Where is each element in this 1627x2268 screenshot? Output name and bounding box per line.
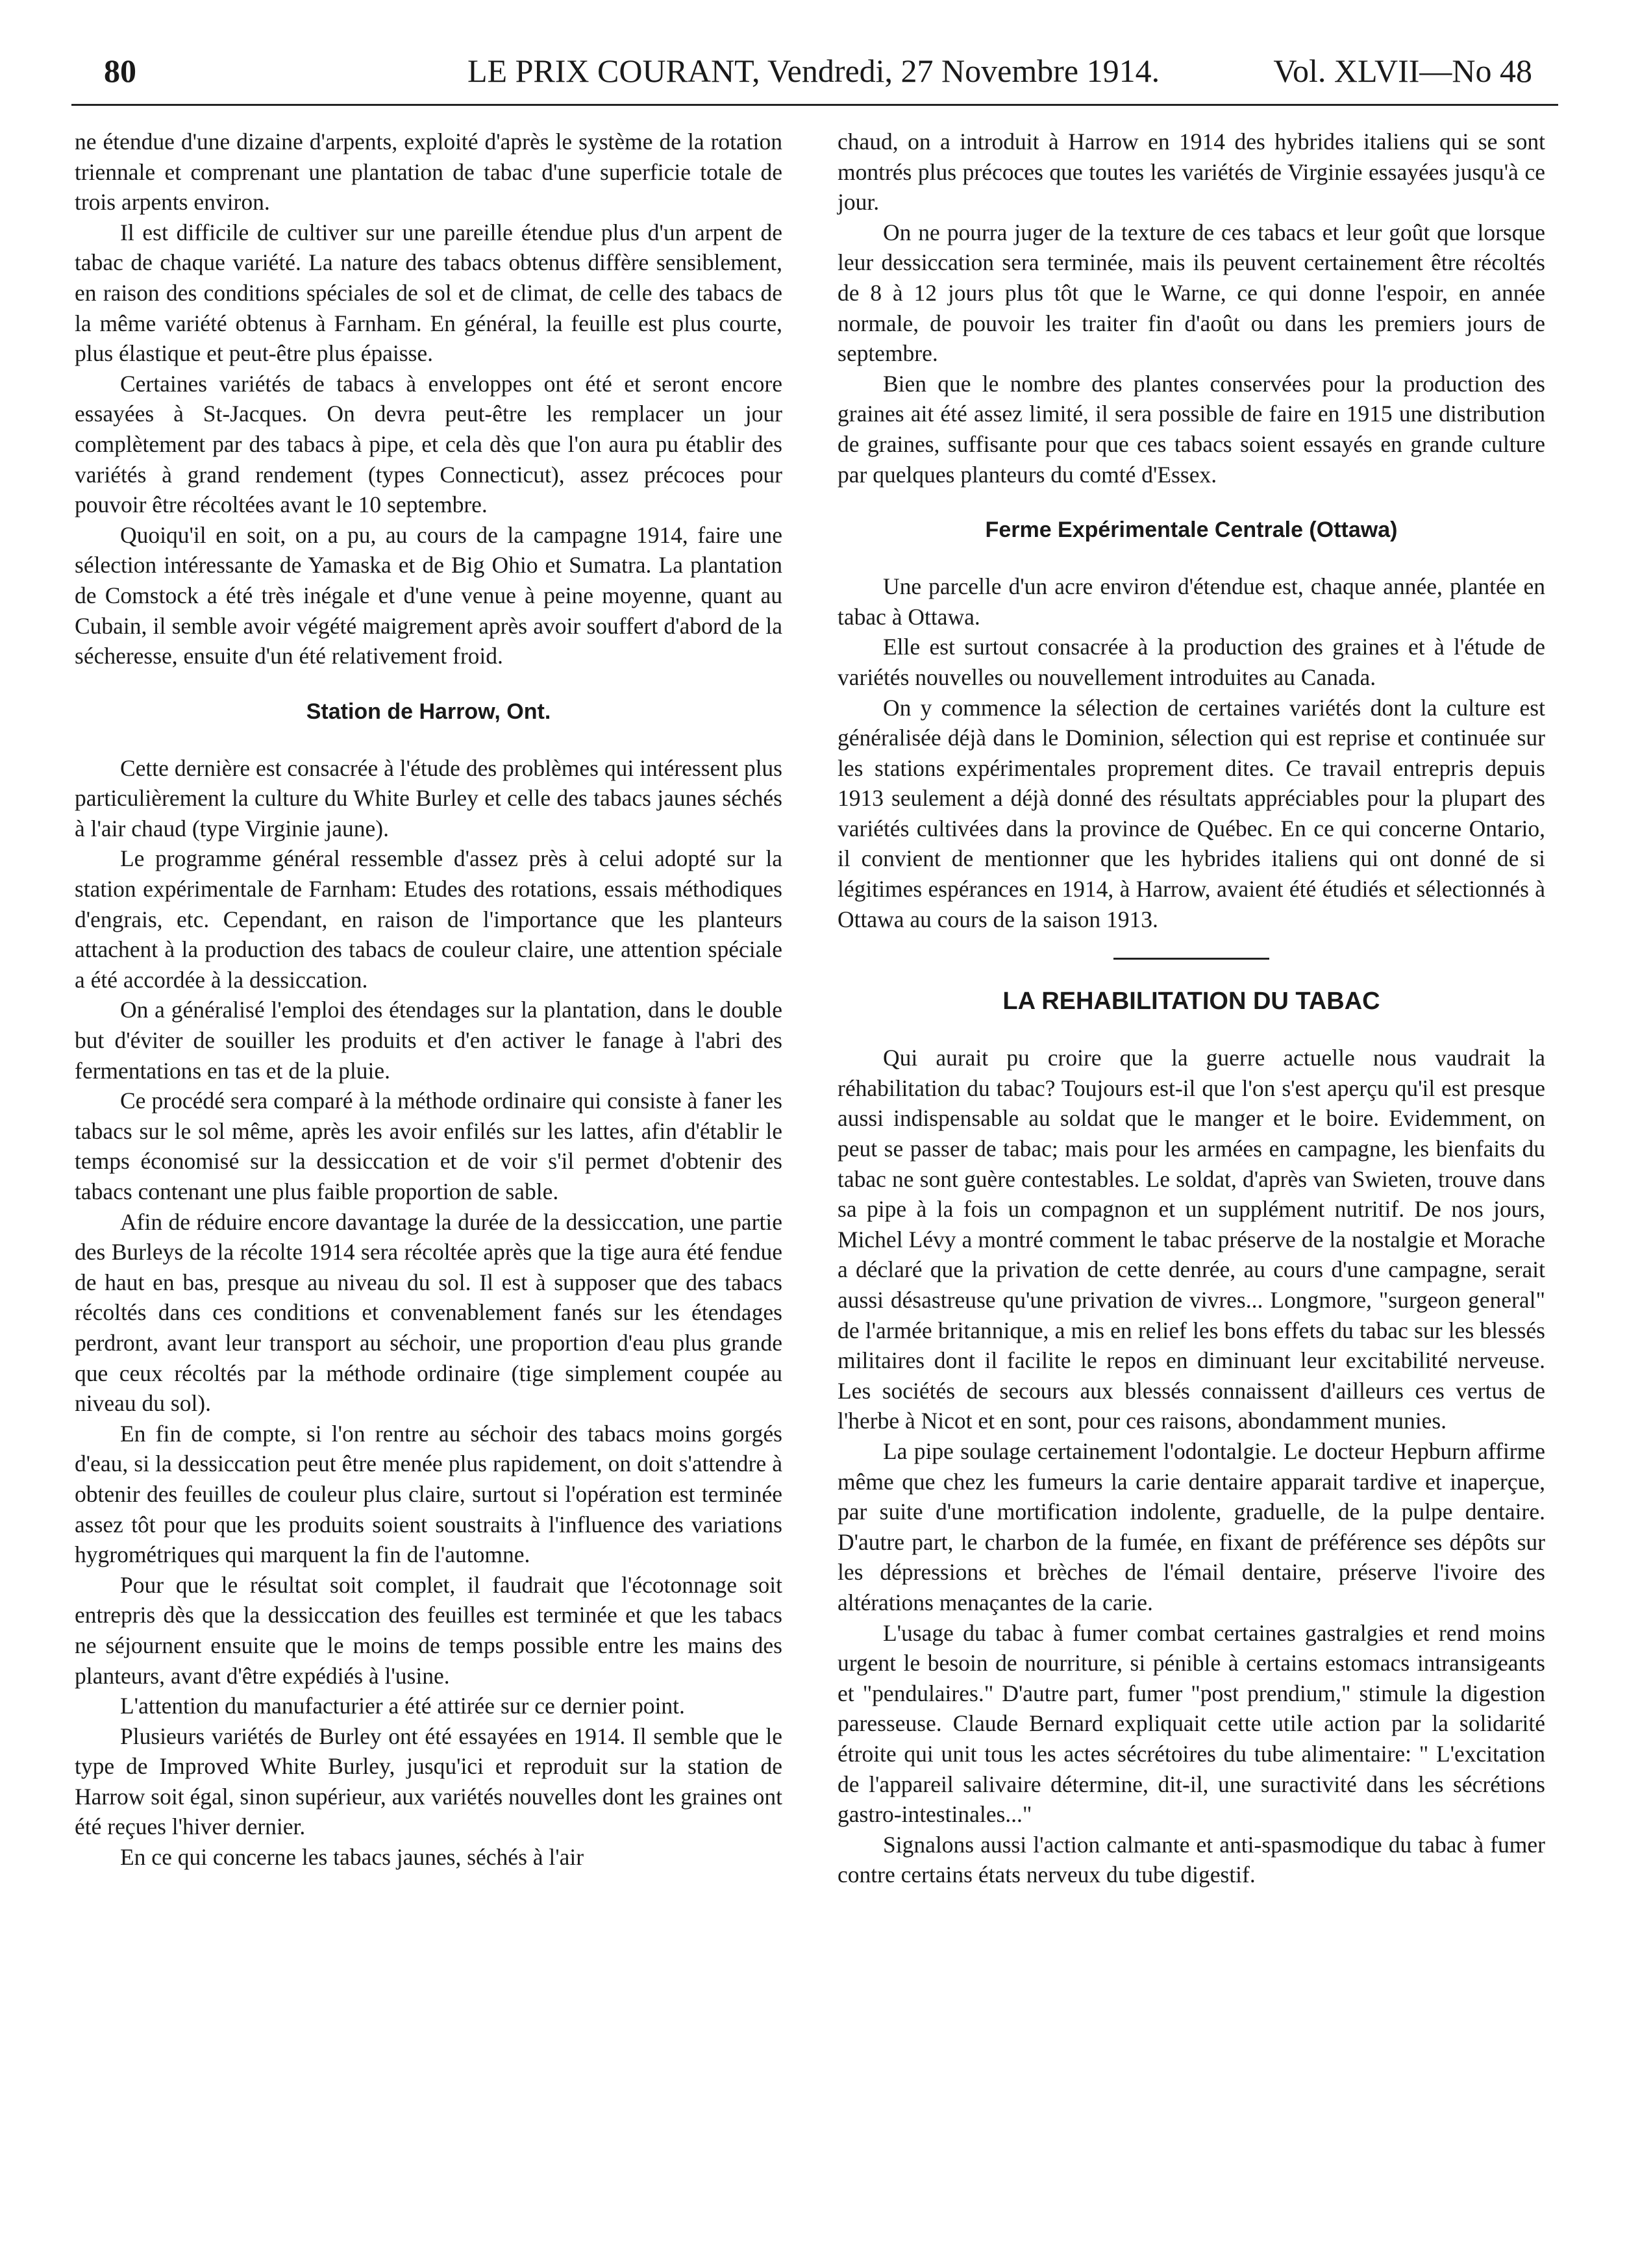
- paragraph: L'usage du tabac à fumer combat certaines gastralgies et rend moins urgent le besoin de nourriture, si pénible à certains estomacs intransigeants et "pendulaires." D'autre part, fumer "post prendium," stimule la digestion paresseuse. Claude Bernard expliquait cette utile action par la solidarité étroite qui unit tous les actes sécrétoires du tube alimentaire: " L'excitation de l'appareil salivaire détermine, dit-il, une suractivité dans les sécrétions gastro-intestinales...": [838, 1619, 1545, 1828]
- section-divider: [1113, 958, 1269, 960]
- paragraph: Certaines variétés de tabacs à enveloppes ont été et seront encore essayées à St-Jacques. On devra peut-être les remplacer un jour complètement par des tabacs à pipe, et cela dès que l'on aura pu établir des variétés à grand rendement (types Connecticut), assez précoces pour pouvoir être récoltées avant le 10 septembre.: [75, 370, 782, 518]
- paragraph: On a généralisé l'emploi des étendages sur la plantation, dans le double but d'éviter de souiller les produits et d'en activer le fanage à l'abri des fermentations en tas et de la pluie.: [75, 997, 782, 1084]
- paragraph: Plusieurs variétés de Burley ont été essayées en 1914. Il semble que le type de Improved White Burley, jusqu'ici et reproduit sur la station de Harrow soit égal, sinon supérieur, aux variétés nouvelles dont les graines ont été reçues l'hiver dernier.: [75, 1723, 782, 1840]
- paragraph: On y commence la sélection de certaines variétés dont la culture est généralisée déjà dans le Dominion, sélection qui est reprise et continuée sur les stations expérimentales proprement dites. Ce travail entrepris depuis 1913 seulement a déjà donné des résultats appréciables pour la plupart des variétés cultivées dans la province de Québec. En ce qui concerne Ontario, il convient de mentionner que les hybrides italiens qui ont donné de si légitimes espérances en 1914, à Harrow, avaient été étudiés et sélectionnés à Ottawa au cours de la saison 1913.: [838, 694, 1545, 932]
- paragraph: Ce procédé sera comparé à la méthode ordinaire qui consiste à faner les tabacs sur le sol même, après les avoir enfilés sur les lattes, afin d'établir le temps économisé sur la dessiccation et de voir s'il permet d'obtenir des tabacs contenant une plus faible proportion de sable.: [75, 1088, 782, 1204]
- paragraph: Pour que le résultat soit complet, il faudrait que l'écotonnage soit entrepris dès que la dessiccation des feuilles est terminée et que les tabacs ne séjournent ensuite que le moins de temps possible entre les mains des planteurs, avant d'être expédiés à l'usine.: [75, 1571, 782, 1689]
- paragraph: Le programme général ressemble d'assez près à celui adopté sur la station expérimentale de Farnham: Etudes des rotations, essais méthodiques d'engrais, etc. Cependant, en raison de l'importance que les planteurs attachent à la production des tabacs de couleur claire, une attention spéciale a été accordée à la dessiccation.: [75, 845, 782, 993]
- paragraph: En ce qui concerne les tabacs jaunes, séchés à l'air: [120, 1844, 584, 1871]
- paragraph: Il est difficile de cultiver sur une pareille étendue plus d'un arpent de tabac de chaque variété. La nature des tabacs obtenus diffère sensiblement, en raison des conditions spéciales de sol et de climat, de celle des tabacs de la même variété obtenus à Farnham. En général, la feuille est plus courte, plus élastique et peut-être plus épaisse.: [75, 219, 782, 367]
- section-heading-ottawa: Ferme Expérimentale Centrale (Ottawa): [985, 517, 1398, 543]
- paragraph: Bien que le nombre des plantes conservées pour la production des graines ait été assez limité, il sera possible de faire en 1915 une distribution de graines, suffisante pour que ces tabacs soient essayés en grande culture par quelques planteurs du comté d'Essex.: [838, 370, 1545, 488]
- left-column: [75, 127, 782, 1873]
- paragraph: ne étendue d'une dizaine d'arpents, exploité d'après le système de la rotation triennale et comprenant une plantation de tabac d'une superficie totale de trois arpents environ.: [75, 129, 782, 216]
- paragraph: Quoiqu'il en soit, on a pu, au cours de la campagne 1914, faire une sélection intéressante de Yamaska et de Big Ohio et Sumatra. La plantation de Comstock a été très inégale et d'une venue à peine moyenne, quant au Cubain, il semble avoir végété maigrement après avoir souffert d'abord de la sécheresse, ensuite d'un été relativement froid.: [75, 521, 782, 669]
- paragraph: Afin de réduire encore davantage la durée de la dessiccation, une partie des Burleys de la récolte 1914 sera récoltée après que la tige aura été fendue de haut en bas, presque au niveau du sol. Il est à supposer que des tabacs récoltés dans ces conditions et convenablement fanés sur les étendages perdront, avant leur transport au séchoir, une proportion d'eau plus grande que ceux récoltés par la méthode ordinaire (tige simplement coupée au niveau du sol).: [75, 1208, 782, 1417]
- right-column: [838, 127, 1545, 1890]
- paragraph: En fin de compte, si l'on rentre au séchoir des tabacs moins gorgés d'eau, si la dessiccation peut être menée plus rapidement, on doit s'attendre à obtenir des feuilles de couleur plus claire, surtout si l'opération est terminée assez tôt pour que les produits soient soustraits à l'influence des variations hygrométriques qui marquent la fin de l'automne.: [75, 1420, 782, 1568]
- header-rule: [71, 104, 1558, 106]
- paragraph: chaud, on a introduit à Harrow en 1914 des hybrides italiens qui se sont montrés plus précoces que toutes les variétés de Virginie essayées jusqu'à ce jour.: [838, 129, 1545, 216]
- article-title: LA REHABILITATION DU TABAC: [1002, 988, 1380, 1016]
- paragraph: Signalons aussi l'action calmante et anti-spasmodique du tabac à fumer contre certains états nerveux du tube digestif.: [838, 1831, 1545, 1888]
- page-header: [104, 45, 1532, 104]
- paragraph: On ne pourra juger de la texture de ces tabacs et leur goût que lorsque leur dessiccation sera terminée, mais ils peuvent certainement être récoltés de 8 à 12 jours plus tôt que le Warne, ce qui donne l'espoir, en année normale, de pouvoir les traiter fin d'août ou dans les premiers jours de septembre.: [838, 219, 1545, 367]
- paragraph: Qui aurait pu croire que la guerre actuelle nous vaudrait la réhabilitation du tabac? Toujours est-il que l'on s'est aperçu qu'il est presque aussi indispensable au soldat que le manger et le boire. Evidemment, on peut se passer de tabac; mais pour les armées en campagne, les bienfaits du tabac ne sont guère contestables. Le soldat, d'après van Swieten, trouve dans sa pipe à la fois un compagnon et un supplément nutritif. De nos jours, Michel Lévy a montré comment le tabac préserve de la nostalgie et Morache a déclaré que la privation de cette denrée, au cours d'une campagne, serait aussi désastreuse qu'une privation de vivres... Longmore, "surgeon general" de l'armée britannique, a mis en relief les bons effets du tabac sur les blessés militaires dont il facilite le repos en diminuant leur excitabilité nerveuse. Les sociétés de secours aux blessés connaissent d'ailleurs ces vertus de l'herbe à Nicot et en sont, pour ces raisons, abondamment munies.: [838, 1045, 1545, 1434]
- paragraph: Une parcelle d'un acre environ d'étendue est, chaque année, plantée en tabac à Ottawa.: [838, 573, 1545, 630]
- paragraph: L'attention du manufacturier a été attirée sur ce dernier point.: [120, 1693, 685, 1719]
- paragraph: Cette dernière est consacrée à l'étude des problèmes qui intéressent plus particulièrement la culture du White Burley et celle des tabacs jaunes séchés à l'air chaud (type Virginie jaune).: [75, 754, 782, 841]
- page-number: 80: [104, 53, 136, 89]
- journal-title: LE PRIX COURANT, Vendredi, 27 Novembre 1914.: [467, 53, 1160, 89]
- volume-number: Vol. XLVII—No 48: [1273, 53, 1532, 89]
- paragraph: Elle est surtout consacrée à la production des graines et à l'étude de variétés nouvelles ou nouvellement introduites au Canada.: [838, 634, 1545, 690]
- paragraph: La pipe soulage certainement l'odontalgie. Le docteur Hepburn affirme même que chez les fumeurs la carie dentaire apparait tardive et inaperçue, par suite d'une mortification indolente, graduelle, de la pulpe dentaire. D'autre part, le charbon de la fumée, en fixant de préférence ses dépôts sur les dépressions et brèches de l'émail dentaire, préserve l'ivoire des altérations menaçantes de la carie.: [838, 1438, 1545, 1615]
- section-heading-harrow: Station de Harrow, Ont.: [306, 699, 551, 724]
